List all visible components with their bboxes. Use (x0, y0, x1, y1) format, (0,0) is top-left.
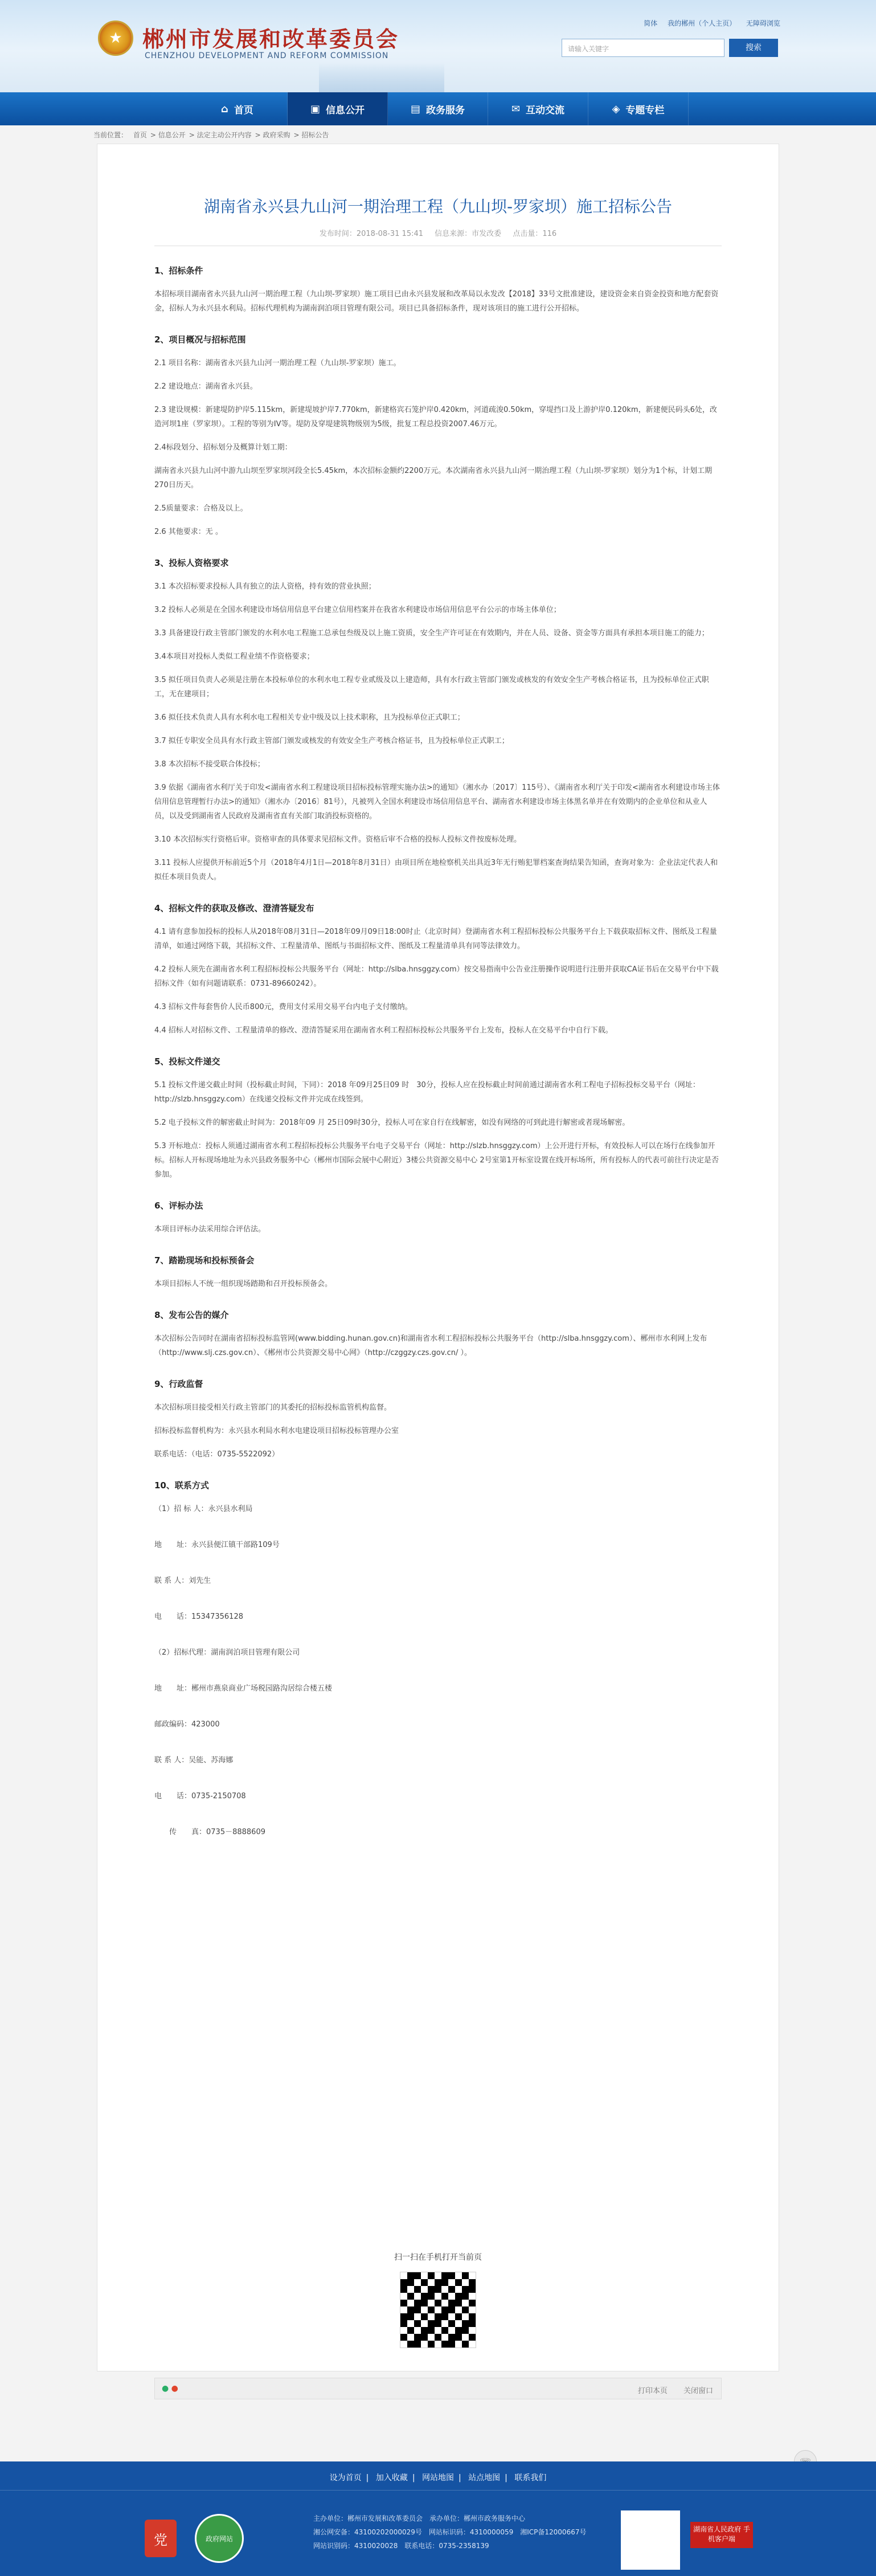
qr-module (414, 2286, 421, 2293)
paragraph: 地 址：永兴县便江镇干部路109号 (154, 1541, 280, 1549)
qr-module (469, 2334, 476, 2341)
spacer (154, 1624, 722, 1636)
top-links (636, 18, 780, 28)
section-heading: 2、项目概况与招标范围 (154, 334, 246, 345)
qr-module (428, 2279, 435, 2286)
info-icon: ▣ (310, 103, 320, 115)
qr-module (455, 2341, 462, 2348)
paragraph: 3.6 拟任技术负责人具有水利水电工程相关专业中级及以上技术职称，且为投标单位正式职工； (154, 713, 465, 722)
qr-module (428, 2341, 435, 2348)
spacer (154, 1588, 722, 1601)
header-skyline-image (319, 63, 444, 92)
paragraph: 5.1 投标文件递交截止时间（投标截止时间，下同）：2018 年09月25日09 时 30分，投标人应在投标截止时间前通过湖南省水利工程电子招标投标交易平台（网址：http://slzb.hnsggzy.com）在线递交投标文件并完成在线签到。 (154, 1081, 700, 1104)
qr-label: 扫一扫在手机打开当前页 (394, 2253, 482, 2262)
top-link[interactable]: 无障碍浏览 (746, 19, 780, 27)
section-heading: 8、发布公告的媒介 (154, 1310, 229, 1320)
footer-link[interactable]: 站点地图 (468, 2473, 501, 2483)
paragraph: 3.4本项目对投标人类似工程业绩不作资格要求； (154, 652, 314, 661)
qr-module (469, 2313, 476, 2320)
qr-module (407, 2320, 414, 2327)
paragraph: 2.5质量要求：合格及以上。 (154, 504, 248, 513)
qr-module (435, 2286, 441, 2293)
home-icon: ⌂ (221, 103, 228, 115)
qr-block (97, 2251, 779, 2348)
paragraph: 本项目招标人不统一组织现场踏勘和召开投标预备会。 (154, 1280, 333, 1288)
qr-module (407, 2327, 414, 2334)
qr-module (455, 2306, 462, 2313)
qr-module (441, 2272, 448, 2279)
qr-module (448, 2272, 455, 2279)
publish-time: 发布时间：2018-08-31 15:41 (319, 230, 424, 238)
qr-code-icon (400, 2272, 476, 2348)
paragraph: 3.9 依据《湖南省水利厅关于印发<湖南省水利工程建设项目招标投标管理实施办法>的通知》（湘水办〔2017〕115号）、《湖南省水利厅关于印发<湖南省水利建设市场主体信用信息管理暂行办法>的通知》（湘水办〔2016〕81号），凡被列入全国水利建设市场信用信息平台、湖南省水利建设市场主体黑名单并在有效期内的企业单位和从业人员，以及受到湖南省人民政府及湖南省直有关部门取消投标资格的。 (154, 783, 720, 820)
qr-module (455, 2313, 462, 2320)
qr-module (414, 2320, 421, 2327)
qr-module (428, 2334, 435, 2341)
article-source: 信息来源：市发改委 (435, 230, 502, 238)
qr-module (462, 2300, 469, 2306)
qr-module (469, 2272, 476, 2279)
section-heading: 6、评标办法 (154, 1201, 203, 1211)
paragraph: （2）招标代理：湖南润泊项目管理有限公司 (154, 1648, 300, 1657)
paragraph: 3.2 投标人必须是在全国水利建设市场信用信息平台建立信用档案并在我省水利建设市场信用信息平台公示的市场主体单位； (154, 606, 561, 614)
footer-links: 设为首页 | 加入收藏 | 网站地图 | 站点地图 | 联系我们 (329, 2473, 547, 2483)
qr-module (407, 2313, 414, 2320)
qr-module (400, 2334, 407, 2341)
qr-module (462, 2306, 469, 2313)
qr-module (400, 2279, 407, 2286)
qr-module (435, 2272, 441, 2279)
nav-label: 政务服务 (426, 104, 465, 116)
paragraph: 4.3 招标文件每套售价人民币800元，费用支付采用交易平台内电子支付缴纳。 (154, 1003, 412, 1011)
qr-module (400, 2341, 407, 2348)
wechat-icon[interactable]: ● (162, 2384, 169, 2393)
qr-module (455, 2272, 462, 2279)
qr-module (414, 2293, 421, 2300)
mail-icon: ✉ (511, 103, 521, 115)
qr-module (462, 2279, 469, 2286)
qr-module (469, 2341, 476, 2348)
qr-module (455, 2300, 462, 2306)
party-badge-icon[interactable]: 党 (145, 2520, 177, 2557)
qr-module (462, 2341, 469, 2348)
emblem-icon: ★ (98, 21, 133, 56)
qr-module (448, 2286, 455, 2293)
qr-module (407, 2341, 414, 2348)
nav-item-interact[interactable] (488, 92, 588, 125)
section-heading: 7、踏勘现场和投标预备会 (154, 1255, 255, 1265)
paragraph: 3.8 本次招标不接受联合体投标； (154, 760, 265, 769)
breadcrumb: 当前位置： 首页 > 信息公开 > 法定主动公开内容 > 政府采购 > 招标公告 (93, 131, 329, 139)
qr-module (400, 2327, 407, 2334)
qr-module (441, 2327, 448, 2334)
qr-module (441, 2313, 448, 2320)
paragraph: 3.5 拟任项目负责人必须是注册在本投标单位的水利水电工程专业贰级及以上建造师，具有水行政主管部门颁发或核发的有效安全生产考核合格证书，且为投标单位正式职工，无在建项目； (154, 676, 709, 699)
qr-module (448, 2327, 455, 2334)
spacer (154, 1552, 722, 1565)
site-name-en: CHENZHOU DEVELOPMENT AND REFORM COMMISSION (145, 51, 389, 60)
qr-module (435, 2341, 441, 2348)
site-name: 郴州市发展和改革委员会 (142, 26, 400, 52)
qr-module (421, 2293, 428, 2300)
qr-module (462, 2313, 469, 2320)
breadcrumb-item[interactable]: 信息公开 (158, 131, 186, 139)
qr-module (469, 2293, 476, 2300)
qr-module (414, 2272, 421, 2279)
paragraph: 电 话：0735-2150708 (154, 1792, 246, 1801)
qr-module (421, 2279, 428, 2286)
footer-link[interactable]: 设为首页 (329, 2473, 362, 2483)
service-icon: ▤ (410, 103, 420, 115)
section-heading: 3、投标人资格要求 (154, 558, 229, 568)
view-count: 点击量：116 (513, 230, 557, 238)
qr-module (435, 2279, 441, 2286)
top-link[interactable]: 我的郴州（个人主页） (668, 19, 736, 27)
qr-module (448, 2279, 455, 2286)
qr-module (414, 2306, 421, 2313)
qr-module (462, 2334, 469, 2341)
qr-module (421, 2313, 428, 2320)
breadcrumb-item[interactable]: 首页 (133, 131, 147, 139)
qr-module (469, 2327, 476, 2334)
qr-module (414, 2279, 421, 2286)
section-heading: 4、招标文件的获取及修改、澄清答疑发布 (154, 903, 314, 913)
qr-module (407, 2300, 414, 2306)
qr-module (455, 2334, 462, 2341)
footer-link[interactable]: 加入收藏 (375, 2473, 408, 2483)
qr-module (428, 2313, 435, 2320)
print-button[interactable]: 打印本页 (637, 2387, 668, 2395)
paragraph: 湖南省永兴县九山河中游九山坝至罗家坝河段全长5.45km，本次招标金额约2200万元。本次湖南省永兴县九山河一期治理工程（九山坝-罗家坝）划分为1个标，计划工期270日历天。 (154, 467, 713, 489)
qr-module (428, 2300, 435, 2306)
qr-module (400, 2313, 407, 2320)
nav-item-info[interactable] (288, 92, 388, 125)
qr-module (407, 2279, 414, 2286)
paragraph: 邮政编码：423000 (154, 1720, 220, 1729)
share-icons[interactable] (162, 2384, 178, 2393)
gov-app-link[interactable]: 湖南省人民政府 手机客户端 (690, 2522, 753, 2548)
qr-module (441, 2320, 448, 2327)
paragraph: 3.10 本次招标实行资格后审。资格审查的具体要求见招标文件。资格后审不合格的投标人投标文件按废标处理。 (154, 835, 522, 844)
qr-module (414, 2334, 421, 2341)
site-footer (0, 2461, 876, 2576)
article-body (154, 247, 722, 1839)
nav-item-topics[interactable] (588, 92, 689, 125)
qr-module (462, 2327, 469, 2334)
gov-site-badge-icon[interactable]: 政府网站 (195, 2514, 244, 2563)
qr-module (421, 2320, 428, 2327)
qr-module (462, 2272, 469, 2279)
footer-link[interactable]: 网站地图 (422, 2473, 454, 2483)
qr-module (400, 2300, 407, 2306)
qr-module (400, 2293, 407, 2300)
search-button[interactable]: 搜索 (729, 39, 778, 57)
qr-module (455, 2327, 462, 2334)
qr-module (435, 2327, 441, 2334)
qr-module (455, 2279, 462, 2286)
article-title: 湖南省永兴县九山河一期治理工程（九山坝-罗家坝）施工招标公告 (203, 197, 673, 216)
breadcrumb-prefix: 当前位置： (93, 131, 128, 139)
nav-label: 信息公开 (326, 104, 365, 116)
qr-module (441, 2306, 448, 2313)
qr-module (414, 2313, 421, 2320)
nav-item-service[interactable] (388, 92, 488, 125)
qr-module (400, 2272, 407, 2279)
qr-module (414, 2327, 421, 2334)
spacer (154, 1516, 722, 1529)
qr-module (462, 2320, 469, 2327)
section-heading: 10、联系方式 (154, 1480, 209, 1491)
paragraph: 联 系 人：吴能、苏海娜 (154, 1756, 234, 1765)
search-input[interactable]: 请输入关键字 (562, 39, 724, 57)
close-window-button[interactable]: 关闭窗口 (683, 2387, 713, 2395)
qr-module (421, 2306, 428, 2313)
spacer (154, 1696, 722, 1708)
paragraph: 3.11 投标人应提供开标前近5个月（2018年4月1日—2018年8月31日）由项目所在地检察机关出具近3年无行贿犯罪档案查询结果告知函，查询对象为：企业法定代表人和拟任本项目负责人。 (154, 859, 718, 881)
qr-module (421, 2341, 428, 2348)
qr-module (435, 2313, 441, 2320)
paragraph: 招标投标监督机构为：永兴县水利局水利水电建设项目招标投标管理办公室 (154, 1427, 399, 1435)
nav-label: 互动交流 (526, 104, 565, 116)
footer-info-line: 主办单位：郴州市发展和改革委员会 承办单位：郴州市政务服务中心 (313, 2514, 526, 2522)
spacer (154, 1732, 722, 1744)
qr-module (400, 2320, 407, 2327)
paragraph: 4.4 招标人对招标文件、工程量清单的修改、澄清答疑采用在湖南省水利工程招标投标公共服务平台上发布，投标人在交易平台中自行下载。 (154, 1026, 613, 1035)
paragraph: 5.2 电子投标文件的解密截止时间为：2018年09 月 25日09时30分，投标人可在家自行在线解密，如没有网络的可到此进行解密或者现场解密。 (154, 1118, 630, 1127)
article-panel (97, 144, 779, 2395)
qr-module (421, 2286, 428, 2293)
qr-module (435, 2293, 441, 2300)
qr-module (407, 2272, 414, 2279)
qr-module (435, 2306, 441, 2313)
qr-module (441, 2279, 448, 2286)
qr-module (400, 2306, 407, 2313)
qr-module (455, 2286, 462, 2293)
footer-link[interactable]: 联系我们 (514, 2473, 547, 2483)
paragraph: 传 真：0735－8888609 (154, 1828, 265, 1836)
weibo-icon[interactable]: ● (171, 2384, 178, 2393)
footer-info-line: 湘公网安备：43100202000029号 网站标识码：4310000059 湘ICP备12000667号 (313, 2528, 587, 2536)
paragraph: 3.1 本次招标要求投标人具有独立的法人资格，持有效的营业执照； (154, 582, 376, 591)
qr-module (469, 2286, 476, 2293)
qr-module (428, 2327, 435, 2334)
qr-module (435, 2300, 441, 2306)
qr-module (469, 2320, 476, 2327)
qr-module (407, 2293, 414, 2300)
share-bar (154, 2378, 722, 2399)
qr-module (469, 2306, 476, 2313)
paragraph: 3.3 具备建设行政主管部门颁发的水利水电工程施工总承包叁级及以上施工资质，安全生产许可证在有效期内，并在人员、设备、资金等方面具有承担本项目施工的能力； (154, 629, 709, 638)
qr-module (421, 2327, 428, 2334)
paragraph: 2.6 其他要求：无 。 (154, 528, 223, 536)
qr-module (455, 2293, 462, 2300)
paragraph: 4.1 请有意参加投标的投标人从2018年08月31日—2018年09月09日18:00时止（北京时间）登湖南省水利工程招标投标公共服务平台上下载获取招标文件、图纸及工程量清单，如通过网络下载，其招标文件、工程量清单、图纸与书面招标文件、图纸及工程量清单具有同等法律效力。 (154, 928, 717, 950)
qr-module (428, 2286, 435, 2293)
qr-module (469, 2300, 476, 2306)
qr-module (448, 2341, 455, 2348)
paragraph: 4.2 投标人须先在湖南省水利工程招标投标公共服务平台（网址：http://slba.hnsggzy.com）按交易指南中公告业注册操作说明进行注册并获取CA证书后在交易平台中下载招标文件（如有问题请联系：0731-89660242）。 (154, 965, 719, 988)
breadcrumb-item[interactable]: 政府采购 (263, 131, 290, 139)
qr-module (428, 2272, 435, 2279)
qr-module (421, 2300, 428, 2306)
paragraph: 地 址：郴州市燕泉商业广场税园路沟居综合楼五楼 (154, 1684, 333, 1693)
qr-module (441, 2286, 448, 2293)
paragraph: 本项目评标办法采用综合评估法。 (154, 1225, 266, 1234)
qr-module (414, 2300, 421, 2306)
spacer (154, 1660, 722, 1672)
nav-label: 首页 (234, 104, 253, 116)
breadcrumb-item[interactable]: 法定主动公开内容 (197, 131, 252, 139)
paragraph: 本次招标公告同时在湖南省招标投标监管网(www.bidding.hunan.gov.cn)和湖南省水利工程招标投标公共服务平台（http://slba.hnsggzy.com）、郴州市水利网上发布（http://www.slj.czs.gov.cn）、《郴州市公共资源交易中心网》（http://czggzy.czs.gov.cn/ ）。 (154, 1334, 707, 1357)
section-heading: 1、招标条件 (154, 266, 203, 276)
qr-module (441, 2341, 448, 2348)
spacer (154, 1803, 722, 1816)
qr-module (428, 2293, 435, 2300)
paragraph: 本招标项目湖南省永兴县九山河一期治理工程（九山坝-罗家坝）施工项目已由永兴县发展和改革局以永发改【2018】33号文批准建设，建设资金来自资金投资和地方配套资金，招标人为永兴县水利局。招标代理机构为湖南润泊项目管理有限公司。项目已具备招标条件，现对该项目的施工进行公开招标。 (154, 290, 719, 313)
qr-module (462, 2286, 469, 2293)
section-heading: 5、投标文件递交 (154, 1056, 220, 1067)
qr-module (462, 2293, 469, 2300)
qr-module (428, 2320, 435, 2327)
qr-module (421, 2334, 428, 2341)
breadcrumb-item[interactable]: 招标公告 (301, 131, 329, 139)
paragraph: 2.4标段划分、招标划分及概算计划工期： (154, 443, 292, 452)
footer-info (313, 2512, 586, 2553)
nav-item-home[interactable] (187, 92, 288, 125)
main-nav (0, 92, 876, 125)
qr-module (448, 2306, 455, 2313)
qr-module (469, 2279, 476, 2286)
qr-module (414, 2341, 421, 2348)
qr-module (421, 2272, 428, 2279)
qr-module (435, 2320, 441, 2327)
qr-module (448, 2313, 455, 2320)
qr-module (448, 2334, 455, 2341)
paragraph: 2.2 建设地点：湖南省永兴县。 (154, 382, 257, 391)
paragraph: 3.7 拟任专职安全员具有水行政主管部门颁发或核发的有效安全生产考核合格证书，且为投标单位正式职工； (154, 737, 509, 745)
qr-module (407, 2334, 414, 2341)
nav-label: 专题专栏 (625, 104, 665, 116)
qr-module (455, 2320, 462, 2327)
top-link[interactable]: 简体 (644, 19, 658, 27)
section-heading: 9、行政监督 (154, 1379, 203, 1389)
qr-module (435, 2334, 441, 2341)
article-meta (97, 227, 779, 238)
qr-module (441, 2334, 448, 2341)
paragraph: 2.3 建设规模：新建堤防护岸5.115km，新建堤坡护岸7.770km，新建格宾石笼护岸0.420km，河道疏浚0.50km，穿堤挡口及上游护岸0.120km，新建便民码头6处，改造河坝1座（罗家坝）。工程的等别为IV等。堤防及穿堤建筑物级别为5级，批复工程总投资2007.46万元。 (154, 406, 717, 428)
footer-qr-icon (621, 2510, 680, 2570)
qr-module (428, 2306, 435, 2313)
paragraph: 2.1 项目名称：湖南省永兴县九山河一期治理工程（九山坝-罗家坝）施工。 (154, 359, 401, 368)
footer-info-line: 网站识别码：4310020028 联系电话：0735-2358139 (313, 2542, 489, 2550)
paragraph: 电 话：15347356128 (154, 1612, 243, 1621)
paragraph: （1）招 标 人：永兴县水利局 (154, 1505, 253, 1513)
footer-divider (0, 2490, 876, 2491)
qr-module (448, 2300, 455, 2306)
qr-module (441, 2293, 448, 2300)
page-actions (624, 2385, 713, 2395)
spacer (154, 1767, 722, 1780)
qr-module (407, 2306, 414, 2313)
site-header (0, 0, 876, 92)
paragraph: 本次招标项目接受相关行政主管部门的其委托的招标投标监管机构监督。 (154, 1403, 392, 1412)
paragraph: 联系电话：（电话：0735-5522092） (154, 1450, 280, 1459)
paragraph: 5.3 开标地点：投标人须通过湖南省水利工程招标投标公共服务平台电子交易平台（网址：http://slzb.hnsggzy.com）上公开进行开标，有效投标人可以在场行在线参加开标。招标人开标现场地址为永兴县政务服务中心（郴州市国际会展中心附近）3楼公共资源交易中心 2号室第1开标室设置在线开标场所，所有投标人的代表可前往行决定是否参加。 (154, 1142, 719, 1179)
qr-module (400, 2286, 407, 2293)
qr-module (407, 2286, 414, 2293)
qr-module (448, 2320, 455, 2327)
qr-module (448, 2293, 455, 2300)
paragraph: 联 系 人：刘先生 (154, 1577, 211, 1585)
qr-module (441, 2300, 448, 2306)
topic-icon: ◈ (612, 103, 620, 115)
